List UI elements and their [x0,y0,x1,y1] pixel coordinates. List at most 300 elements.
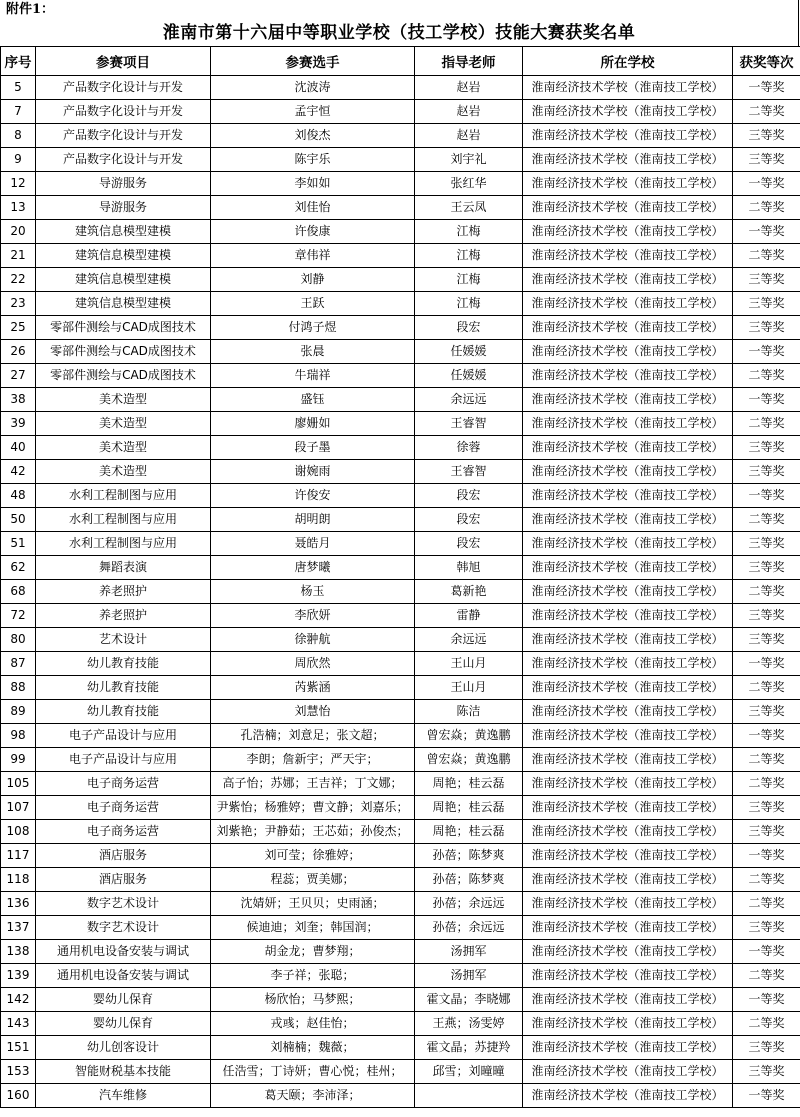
cell-event: 幼儿教育技能 [36,700,211,724]
cell-award: 一等奖 [733,220,800,244]
cell-school: 淮南经济技术学校（淮南技工学校） [523,964,733,988]
cell-event: 产品数字化设计与开发 [36,148,211,172]
table-row [1,868,800,892]
table-row [1,604,800,628]
award-table [0,46,800,1108]
cell-event: 产品数字化设计与开发 [36,124,211,148]
cell-school: 淮南经济技术学校（淮南技工学校） [523,292,733,316]
cell-seq: 62 [1,556,36,580]
cell-teacher: 任媛媛 [415,364,523,388]
cell-students: 刘楠楠；魏薇； [211,1036,415,1060]
cell-event: 产品数字化设计与开发 [36,76,211,100]
cell-teacher: 周艳；桂云磊 [415,772,523,796]
table-row [1,244,800,268]
cell-seq: 68 [1,580,36,604]
table-row [1,412,800,436]
cell-seq: 25 [1,316,36,340]
cell-award: 二等奖 [733,772,800,796]
cell-seq: 160 [1,1084,36,1108]
cell-event: 水利工程制图与应用 [36,532,211,556]
cell-award: 二等奖 [733,100,800,124]
table-row [1,268,800,292]
table-header-row [1,47,800,76]
cell-teacher: 段宏 [415,508,523,532]
cell-teacher: 霍文晶；李晓娜 [415,988,523,1012]
cell-event: 电子产品设计与应用 [36,724,211,748]
cell-teacher: 段宏 [415,532,523,556]
cell-seq: 136 [1,892,36,916]
cell-school: 淮南经济技术学校（淮南技工学校） [523,700,733,724]
table-row [1,172,800,196]
cell-seq: 38 [1,388,36,412]
cell-students: 孟宇恒 [211,100,415,124]
cell-teacher: 葛新艳 [415,580,523,604]
cell-event: 养老照护 [36,580,211,604]
cell-award: 三等奖 [733,820,800,844]
table-row [1,76,800,100]
cell-seq: 39 [1,412,36,436]
cell-award: 二等奖 [733,1012,800,1036]
cell-school: 淮南经济技术学校（淮南技工学校） [523,724,733,748]
table-row [1,1012,800,1036]
table-row [1,580,800,604]
cell-school: 淮南经济技术学校（淮南技工学校） [523,220,733,244]
table-row [1,316,800,340]
header-students: 参赛选手 [211,47,415,76]
table-row [1,388,800,412]
table-row [1,148,800,172]
cell-seq: 8 [1,124,36,148]
cell-seq: 98 [1,724,36,748]
cell-award: 二等奖 [733,964,800,988]
cell-event: 建筑信息模型建模 [36,292,211,316]
cell-award: 三等奖 [733,268,800,292]
table-row [1,916,800,940]
table-row [1,820,800,844]
header-teacher: 指导老师 [415,47,523,76]
cell-seq: 139 [1,964,36,988]
cell-teacher: 孙蓓；余远远 [415,916,523,940]
cell-seq: 13 [1,196,36,220]
cell-school: 淮南经济技术学校（淮南技工学校） [523,868,733,892]
table-row [1,940,800,964]
cell-school: 淮南经济技术学校（淮南技工学校） [523,796,733,820]
cell-award: 三等奖 [733,604,800,628]
cell-event: 建筑信息模型建模 [36,220,211,244]
cell-seq: 26 [1,340,36,364]
table-row [1,100,800,124]
cell-students: 刘佳怡 [211,196,415,220]
cell-teacher: 王云凤 [415,196,523,220]
cell-school: 淮南经济技术学校（淮南技工学校） [523,772,733,796]
cell-students: 胡金龙；曹梦翔； [211,940,415,964]
table-row [1,748,800,772]
cell-school: 淮南经济技术学校（淮南技工学校） [523,1036,733,1060]
cell-teacher: 江梅 [415,268,523,292]
cell-event: 零部件测绘与CAD成图技术 [36,340,211,364]
cell-students: 刘可莹；徐雅婷； [211,844,415,868]
cell-award: 一等奖 [733,1084,800,1108]
cell-school: 淮南经济技术学校（淮南技工学校） [523,892,733,916]
cell-teacher: 段宏 [415,316,523,340]
cell-teacher: 任媛媛 [415,340,523,364]
cell-event: 水利工程制图与应用 [36,508,211,532]
cell-award: 二等奖 [733,748,800,772]
cell-school: 淮南经济技术学校（淮南技工学校） [523,100,733,124]
cell-students: 陈宇乐 [211,148,415,172]
cell-award: 一等奖 [733,724,800,748]
cell-school: 淮南经济技术学校（淮南技工学校） [523,988,733,1012]
cell-students: 高子怡；苏娜；王吉祥；丁文娜； [211,772,415,796]
cell-seq: 117 [1,844,36,868]
cell-event: 通用机电设备安装与调试 [36,964,211,988]
cell-award: 三等奖 [733,628,800,652]
cell-teacher: 周艳；桂云磊 [415,796,523,820]
cell-seq: 12 [1,172,36,196]
cell-teacher: 王山月 [415,652,523,676]
table-row [1,364,800,388]
cell-award: 二等奖 [733,364,800,388]
cell-seq: 137 [1,916,36,940]
table-row [1,1060,800,1084]
cell-students: 李朗；詹新宇；严天宇； [211,748,415,772]
cell-school: 淮南经济技术学校（淮南技工学校） [523,844,733,868]
cell-seq: 138 [1,940,36,964]
cell-award: 三等奖 [733,292,800,316]
cell-school: 淮南经济技术学校（淮南技工学校） [523,244,733,268]
cell-event: 零部件测绘与CAD成图技术 [36,364,211,388]
cell-school: 淮南经济技术学校（淮南技工学校） [523,388,733,412]
table-row [1,796,800,820]
cell-award: 三等奖 [733,436,800,460]
cell-school: 淮南经济技术学校（淮南技工学校） [523,412,733,436]
cell-seq: 80 [1,628,36,652]
cell-event: 导游服务 [36,196,211,220]
cell-seq: 118 [1,868,36,892]
cell-teacher: 余远远 [415,388,523,412]
cell-students: 许俊安 [211,484,415,508]
cell-teacher: 曾宏焱；黄逸鹏 [415,724,523,748]
cell-teacher: 孙蓓；陈梦爽 [415,844,523,868]
table-row [1,988,800,1012]
cell-teacher: 赵岩 [415,100,523,124]
cell-school: 淮南经济技术学校（淮南技工学校） [523,916,733,940]
cell-award: 三等奖 [733,316,800,340]
cell-event: 智能财税基本技能 [36,1060,211,1084]
table-row [1,772,800,796]
cell-event: 建筑信息模型建模 [36,268,211,292]
cell-award: 一等奖 [733,340,800,364]
cell-award: 一等奖 [733,484,800,508]
cell-students: 李子祥；张聪； [211,964,415,988]
cell-seq: 27 [1,364,36,388]
cell-students: 沈婧妍；王贝贝；史雨涵； [211,892,415,916]
cell-seq: 21 [1,244,36,268]
cell-school: 淮南经济技术学校（淮南技工学校） [523,196,733,220]
cell-event: 酒店服务 [36,868,211,892]
table-row [1,460,800,484]
table-row [1,676,800,700]
cell-school: 淮南经济技术学校（淮南技工学校） [523,436,733,460]
cell-event: 数字艺术设计 [36,916,211,940]
cell-school: 淮南经济技术学校（淮南技工学校） [523,556,733,580]
cell-seq: 42 [1,460,36,484]
cell-school: 淮南经济技术学校（淮南技工学校） [523,676,733,700]
cell-school: 淮南经济技术学校（淮南技工学校） [523,508,733,532]
cell-award: 三等奖 [733,532,800,556]
cell-seq: 142 [1,988,36,1012]
cell-seq: 9 [1,148,36,172]
cell-seq: 107 [1,796,36,820]
cell-award: 二等奖 [733,676,800,700]
cell-event: 产品数字化设计与开发 [36,100,211,124]
cell-seq: 5 [1,76,36,100]
table-row [1,844,800,868]
cell-seq: 22 [1,268,36,292]
cell-award: 二等奖 [733,892,800,916]
table-row [1,1084,800,1108]
cell-school: 淮南经济技术学校（淮南技工学校） [523,580,733,604]
cell-award: 三等奖 [733,796,800,820]
cell-award: 三等奖 [733,460,800,484]
cell-seq: 108 [1,820,36,844]
cell-seq: 89 [1,700,36,724]
cell-teacher: 王睿智 [415,460,523,484]
cell-award: 三等奖 [733,700,800,724]
cell-students: 张晨 [211,340,415,364]
cell-teacher: 赵岩 [415,124,523,148]
cell-students: 刘紫艳；尹静茹；王芯茹；孙俊杰； [211,820,415,844]
table-body [1,76,800,1108]
cell-school: 淮南经济技术学校（淮南技工学校） [523,340,733,364]
cell-event: 养老照护 [36,604,211,628]
cell-event: 美术造型 [36,460,211,484]
table-row [1,220,800,244]
table-row [1,964,800,988]
cell-teacher: 张红华 [415,172,523,196]
table-row [1,484,800,508]
cell-award: 一等奖 [733,844,800,868]
table-row [1,196,800,220]
cell-students: 候迪迪；刘奎；韩国润； [211,916,415,940]
cell-students: 刘俊杰 [211,124,415,148]
cell-teacher: 江梅 [415,244,523,268]
cell-teacher: 段宏 [415,484,523,508]
header-school: 所在学校 [523,47,733,76]
cell-teacher: 汤拥军 [415,940,523,964]
cell-school: 淮南经济技术学校（淮南技工学校） [523,1084,733,1108]
table-row [1,340,800,364]
table-row [1,532,800,556]
cell-award: 二等奖 [733,196,800,220]
cell-students: 段子墨 [211,436,415,460]
cell-school: 淮南经济技术学校（淮南技工学校） [523,76,733,100]
cell-seq: 143 [1,1012,36,1036]
cell-teacher [415,1084,523,1108]
cell-teacher: 孙蓓；余远远 [415,892,523,916]
cell-award: 二等奖 [733,508,800,532]
table-row [1,700,800,724]
cell-teacher: 刘宇礼 [415,148,523,172]
cell-students: 聂皓月 [211,532,415,556]
cell-event: 幼儿教育技能 [36,676,211,700]
cell-students: 孔浩楠；刘意足；张文超； [211,724,415,748]
cell-seq: 23 [1,292,36,316]
cell-award: 一等奖 [733,988,800,1012]
cell-teacher: 汤拥军 [415,964,523,988]
cell-school: 淮南经济技术学校（淮南技工学校） [523,748,733,772]
cell-students: 程蕊；贾美娜； [211,868,415,892]
cell-award: 一等奖 [733,940,800,964]
table-row [1,1036,800,1060]
cell-seq: 105 [1,772,36,796]
cell-teacher: 雷静 [415,604,523,628]
cell-event: 建筑信息模型建模 [36,244,211,268]
table-row [1,124,800,148]
cell-award: 三等奖 [733,1060,800,1084]
cell-seq: 72 [1,604,36,628]
cell-award: 二等奖 [733,868,800,892]
cell-event: 幼儿创客设计 [36,1036,211,1060]
cell-school: 淮南经济技术学校（淮南技工学校） [523,364,733,388]
cell-students: 周欣然 [211,652,415,676]
cell-event: 美术造型 [36,436,211,460]
cell-school: 淮南经济技术学校（淮南技工学校） [523,628,733,652]
cell-school: 淮南经济技术学校（淮南技工学校） [523,124,733,148]
table-row [1,436,800,460]
cell-school: 淮南经济技术学校（淮南技工学校） [523,148,733,172]
cell-award: 一等奖 [733,388,800,412]
cell-students: 刘慧怡 [211,700,415,724]
cell-event: 零部件测绘与CAD成图技术 [36,316,211,340]
cell-school: 淮南经济技术学校（淮南技工学校） [523,172,733,196]
cell-school: 淮南经济技术学校（淮南技工学校） [523,820,733,844]
cell-students: 杨玉 [211,580,415,604]
page-title: 淮南市第十六届中等职业学校（技工学校）技能大赛获奖名单 [0,20,799,46]
cell-teacher: 周艳；桂云磊 [415,820,523,844]
cell-students: 杨欣怡；马梦熙； [211,988,415,1012]
cell-students: 李如如 [211,172,415,196]
cell-students: 牛瑞祥 [211,364,415,388]
cell-students: 唐梦曦 [211,556,415,580]
cell-award: 二等奖 [733,244,800,268]
header-seq: 序号 [1,47,36,76]
table-row [1,508,800,532]
cell-award: 三等奖 [733,1036,800,1060]
cell-students: 沈波涛 [211,76,415,100]
cell-students: 付鸿子煜 [211,316,415,340]
cell-event: 电子商务运营 [36,820,211,844]
table-row [1,292,800,316]
cell-students: 谢婉雨 [211,460,415,484]
table-row [1,652,800,676]
cell-event: 通用机电设备安装与调试 [36,940,211,964]
cell-seq: 151 [1,1036,36,1060]
cell-students: 章伟祥 [211,244,415,268]
cell-school: 淮南经济技术学校（淮南技工学校） [523,268,733,292]
cell-teacher: 王山月 [415,676,523,700]
header-award: 获奖等次 [733,47,800,76]
cell-seq: 50 [1,508,36,532]
table-row [1,628,800,652]
cell-teacher: 余远远 [415,628,523,652]
table-row [1,892,800,916]
cell-event: 电子产品设计与应用 [36,748,211,772]
cell-award: 一等奖 [733,76,800,100]
cell-seq: 48 [1,484,36,508]
cell-school: 淮南经济技术学校（淮南技工学校） [523,652,733,676]
cell-seq: 99 [1,748,36,772]
cell-teacher: 江梅 [415,292,523,316]
cell-students: 盛钰 [211,388,415,412]
cell-event: 婴幼儿保育 [36,1012,211,1036]
cell-event: 美术造型 [36,388,211,412]
cell-teacher: 邱雪；刘曈曈 [415,1060,523,1084]
cell-students: 胡明朗 [211,508,415,532]
cell-award: 一等奖 [733,652,800,676]
cell-school: 淮南经济技术学校（淮南技工学校） [523,484,733,508]
cell-teacher: 赵岩 [415,76,523,100]
cell-students: 芮紫涵 [211,676,415,700]
cell-teacher: 曾宏焱；黄逸鹏 [415,748,523,772]
cell-seq: 20 [1,220,36,244]
cell-school: 淮南经济技术学校（淮南技工学校） [523,316,733,340]
cell-seq: 88 [1,676,36,700]
cell-teacher: 江梅 [415,220,523,244]
cell-event: 汽车维修 [36,1084,211,1108]
cell-students: 尹紫怡；杨雅婷；曹文静；刘嘉乐； [211,796,415,820]
cell-event: 电子商务运营 [36,772,211,796]
cell-event: 酒店服务 [36,844,211,868]
cell-students: 廖姗如 [211,412,415,436]
cell-teacher: 徐蓉 [415,436,523,460]
cell-seq: 51 [1,532,36,556]
cell-award: 一等奖 [733,172,800,196]
table-row [1,724,800,748]
cell-event: 电子商务运营 [36,796,211,820]
cell-students: 葛天颐；李沛泽； [211,1084,415,1108]
cell-school: 淮南经济技术学校（淮南技工学校） [523,940,733,964]
cell-event: 水利工程制图与应用 [36,484,211,508]
cell-award: 三等奖 [733,556,800,580]
cell-event: 美术造型 [36,412,211,436]
cell-teacher: 王燕；汤雯婷 [415,1012,523,1036]
cell-event: 艺术设计 [36,628,211,652]
cell-school: 淮南经济技术学校（淮南技工学校） [523,460,733,484]
cell-students: 李欣妍 [211,604,415,628]
cell-event: 导游服务 [36,172,211,196]
cell-seq: 40 [1,436,36,460]
cell-seq: 87 [1,652,36,676]
cell-students: 王跃 [211,292,415,316]
cell-award: 三等奖 [733,148,800,172]
attachment-label: 附件1： [0,0,799,20]
cell-event: 幼儿教育技能 [36,652,211,676]
cell-event: 数字艺术设计 [36,892,211,916]
cell-school: 淮南经济技术学校（淮南技工学校） [523,1012,733,1036]
cell-teacher: 霍文晶；苏捷羚 [415,1036,523,1060]
cell-award: 二等奖 [733,412,800,436]
cell-students: 任浩雪；丁诗妍；曹心悦；桂州； [211,1060,415,1084]
cell-teacher: 陈洁 [415,700,523,724]
cell-school: 淮南经济技术学校（淮南技工学校） [523,1060,733,1084]
cell-students: 刘静 [211,268,415,292]
cell-students: 许俊康 [211,220,415,244]
cell-teacher: 王睿智 [415,412,523,436]
cell-teacher: 孙蓓；陈梦爽 [415,868,523,892]
cell-students: 戎彧；赵佳怡； [211,1012,415,1036]
table-row [1,556,800,580]
